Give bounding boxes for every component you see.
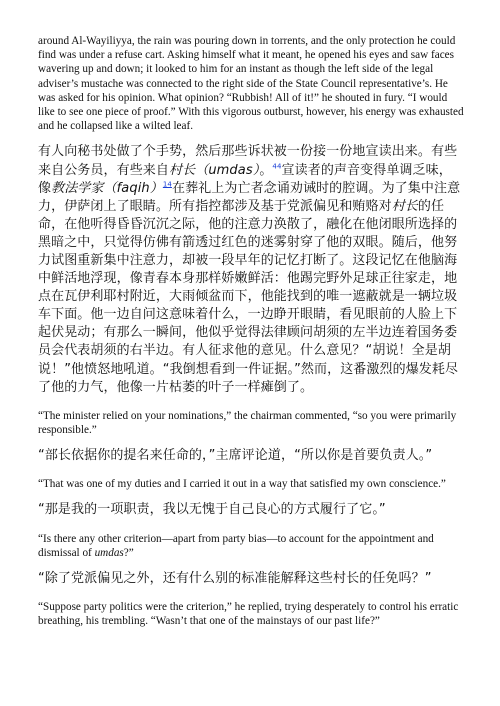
italic-term: 村长（umdas） <box>169 162 260 178</box>
text-run: around Al-Wayiliyya, the rain was pouring down in torrents, and the only protection he could find was under a refuse cart. Asking himself what it meant, he opened his eyes and saw faces wavering up and down; it looked to him for an instant as though the left side of the legal adviser’s mustache was connected to the right side of the State Council representative’s. He was asked for his opinion. What opinion? “Rubbish! All of it!” he shouted in fury. “I would like to see one piece of proof.” With this vigorous outburst, however, his energy was exhausted and he collapsed like a wilted leaf. <box>38 35 464 133</box>
footnote-link[interactable]: 14 <box>162 180 172 189</box>
text-run: ?” <box>123 546 134 559</box>
italic-term: 村长 <box>391 198 418 214</box>
text-run: “That was one of my duties and I carried it out in a way that satisfied my own conscience.” <box>38 478 446 491</box>
text-run: 宣读者的声音变得单调乏味，像 <box>38 162 452 196</box>
text-run: 有人向秘书处做了个手势，然后那些诉状被一份接一份地宣读出来。有些来自公务员，有些来自 <box>38 144 458 178</box>
chinese-paragraph <box>38 570 464 588</box>
english-paragraph <box>38 477 464 491</box>
text-run: “Suppose party politics were the criterion,” he replied, trying desperately to control his erratic breathing, his trembling. “Wasn’t that one of the mainstays of our past life?” <box>38 601 459 628</box>
english-paragraph <box>38 600 464 628</box>
english-paragraph <box>38 532 464 560</box>
chinese-paragraph <box>38 143 464 396</box>
chinese-paragraph <box>38 501 464 519</box>
english-paragraph <box>38 34 464 133</box>
italic-term: umdas <box>94 546 124 559</box>
text-run: 的任命，在他听得昏昏沉沉之际，他的注意力涣散了，融化在他闭眼所选择的黑暗之中，只觉得仿佛有箭透过红色的迷雾射穿了他的双眼。随后，他努力试图重新集中注意力，却被一段早年的记忆打断了。这段记忆在他脑海中鲜活地浮现，像青春本身那样娇嫩鲜活：他踢完野外足球正往家走，地点在瓦伊利耶村附近，大雨倾盆而下，他能找到的唯一遮蔽就是一辆垃圾车下面。他一边自问这意味着什么，一边睁开眼睛，看见眼前的人脸上下起伏晃动；有那么一瞬间，他似乎觉得法律顾问胡须的左半边连着国务委员会代表胡须的右半边。有人征求他的意见。什么意见？“胡说！全是胡说！”他愤怒地吼道。“我倒想看到一件证据。”然而，这番激烈的爆发耗尽了他的力气，他像一片枯萎的叶子一样瘫倒了。 <box>38 198 459 395</box>
text-run: “The minister relied on your nominations,” the chairman commented, “so you were primarily responsible.” <box>38 409 457 436</box>
text-run: “Is there any other criterion—apart from party bias—to account for the appointment and dismissal of <box>38 532 434 559</box>
text-run: 在葬礼上为亡者念诵劝诫时的腔调。为了集中注意力，伊萨闭上了眼睛。所有指控都涉及基于党派偏见和贿赂对 <box>38 180 461 214</box>
text-run: “部长依据你的提名来任命的，”主席评论道，“所以你是首要负责人。” <box>38 448 433 464</box>
chinese-paragraph <box>38 447 464 465</box>
document-page <box>38 34 464 628</box>
footnote-marker: 44 <box>272 162 282 171</box>
text-run: 。 <box>259 162 273 178</box>
text-run: “那是我的一项职责，我以无愧于自己良心的方式履行了它。” <box>38 502 386 518</box>
text-run: “除了党派偏见之外，还有什么别的标准能解释这些村长的任免吗？” <box>38 570 432 586</box>
english-paragraph <box>38 409 464 437</box>
italic-term: 教法学家（faqih） <box>51 180 163 196</box>
